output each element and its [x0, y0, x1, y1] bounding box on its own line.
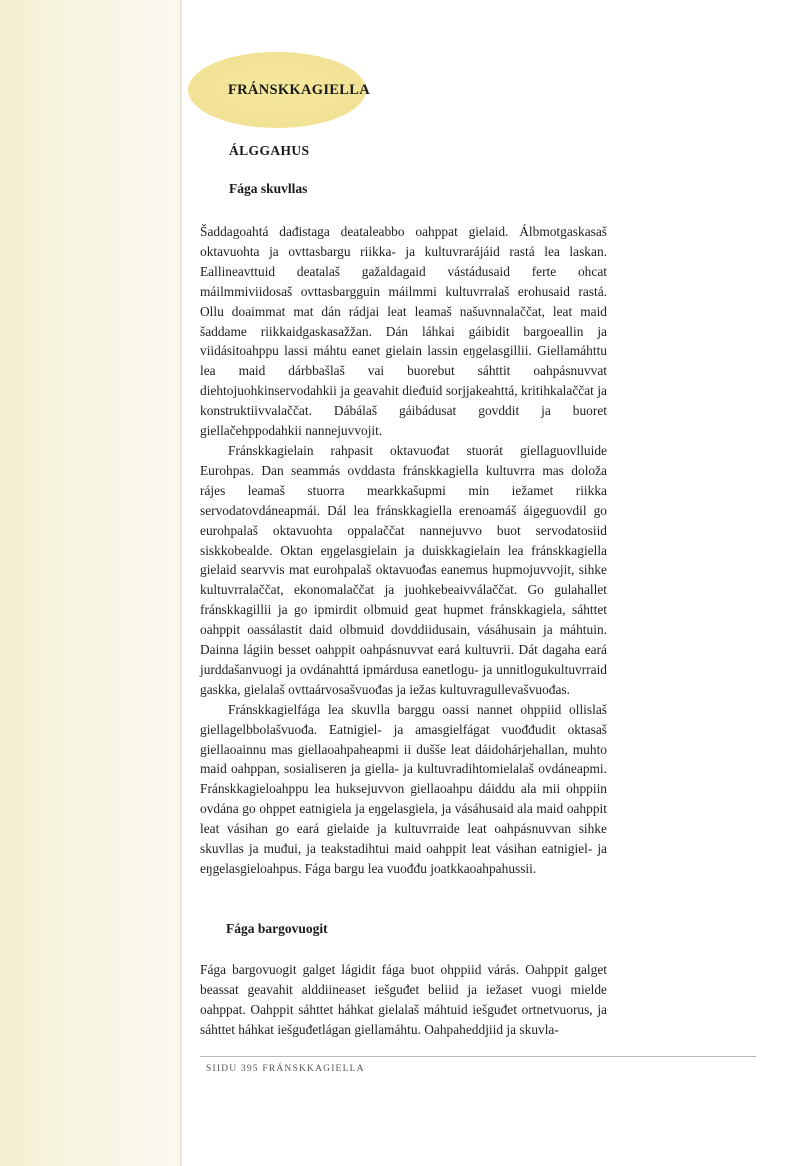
footer-divider: [200, 1056, 756, 1057]
body-text-block-2: [200, 960, 607, 1040]
subheading-faga-bargovuogit: Fága bargovuogit: [226, 921, 328, 936]
paragraph-1: Šaddagoahtá dađistaga deataleabbo oahppat gielaid. Álbmotgaskasaš oktavuohta ja ovttasbargu riikka- ja kultuvrarájáid rastá lea laskan. Eallineavttuid deatalaš gažaldagaid vástádusaid ferte ohcat máilmmiviidosaš ovttasbargguin máilmmi kultuvrralaš erohusaid rastá. Ollu doaimmat mat dán rádjai leat leamaš našuvnnalaččat, leat maid šaddame riikkaidgaskasažžan. Dán láhkai gáibidit bargoeallin ja viidásitoahppu lassi máhtu eanet gielain lassin eŋgelasgillii. Giellamáhttu lea maid dárbbašlaš vai buorebut sáhttit oahpásnuvvat diehtojuohkinservodahkii ja geavahit dieđuid sorjjakeahttá, kritihkalaččat ja konstruktiivvalaččat. Dábálaš gáibádusat govddit ja buoret giellačehppodahkii nannejuvvojit.: [200, 224, 607, 439]
chapter-tag: FRÁNSKKAGIELLA: [228, 82, 370, 98]
paragraph-4: Fága bargovuogit galget lágidit fága buot ohppiid várás. Oahppit galget beassat geavahit alddiineaset iešguđet beliid ja iežaset vuogi mielde oahppat. Oahppit sáhttet háhkat gielalaš máhtuid iešguđet ortnetvuorus, ja sáhttet háhkat iešguđetlágan giellamáhtu. Oahpaheddjiid ja skuvla-: [200, 962, 607, 1037]
paragraph-2: Fránskkagielain rahpasit oktavuođat stuorát giellaguovlluide Eurohpas. Dan seammás ovddasta fránskkagiella kultuvrra mas doloža rájes leamaš stuorra mearkkašupmi min iežamet riikka servodatovdáneapmái. Dál lea fránskkagiella erenoamáš áigeguovdil go eurohpalaš oktavuohta oppalaččat nannejuvvo buot servodatosiid siskkobealde. Oktan eŋgelasgielain ja duiskkagielain lea fránskkagiella gielaid searvvis mat eurohpalaš oktavuođas eanemus hupmojuvvojit, sihke kultuvrralaččat, ekonomalaččat ja juohkebeaivválaččat. Go gulahallet fránskkagillii ja go ipmirdit olbmuid geat hupmet fránskkagiela, sáhttet oahppit oassálastit daid olbmuid dovddiidusain, vásáhusain ja máhtuin. Dainna lágiin besset oahppit oahpásnuvvat eará kultuvrii. Dát dagaha eará jurddašanvuogi ja ovdánahttá ipmárdusa eanetlogu- ja unnitlogukultuvrraid gaskka, gielalaš ovttaárvosašvuođas ja iežas kultuvragullevašvuođas.: [200, 442, 607, 697]
margin-edge: [180, 0, 182, 1166]
body-text-block: [200, 222, 607, 879]
section-heading: ÁLGGAHUS: [229, 143, 310, 158]
page-footer: SIIDU 395 FRÁNSKKAGIELLA: [206, 1064, 365, 1074]
side-margin-band: [0, 0, 180, 1166]
subheading-faga-skuvllas: Fága skuvllas: [229, 181, 308, 196]
paragraph-3: Fránskkagielfága lea skuvlla barggu oassi nannet ohppiid ollislaš giellagelbbolašvuođa. Eatnigiel- ja amasgielfágat vuođđudit oktasaš giellaoainnu mas giellaoahpaheapmi ii dušše leat dáidohárjehallan, muhto maid oahppan, sosialiseren ja giella- ja kultuvradihtomielalaš ovdáneapmi. Fránskkagieloahppu lea huksejuvvon giellaoahpu dáiddu ala mii ohppiin ovdána go ohppet eatnigiela ja eŋgelasgiela, ja vásáhusaid ala maid oahppit leat vásihan go eará gielaide ja kultuvrraide leat oahpásnuvvan sihke skuvllas ja muđui, ja teakstadihtui maid oahppit leat vásihan eatnigiel- ja eŋgelasgieloahpus. Fága bargu lea vuođđu joatkkaoahpahussii.: [200, 701, 607, 876]
